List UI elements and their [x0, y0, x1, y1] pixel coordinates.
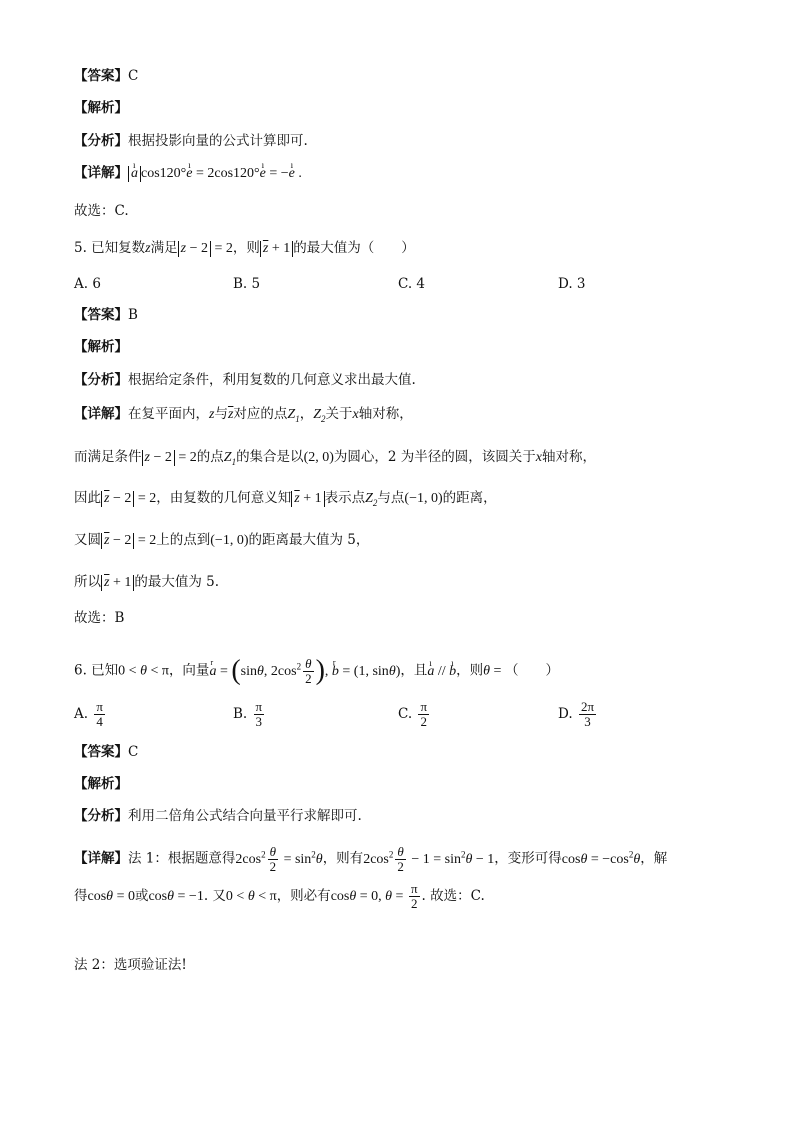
text: 得 [74, 888, 88, 904]
text: ， [299, 406, 314, 422]
q5-detail-5: 所以 $\overline{z} + 1$ 的最大值为 5. [74, 574, 220, 590]
text: 法 1：根据题意得 [128, 850, 236, 867]
text: ，则必有 [276, 888, 331, 904]
q5-conclusion [74, 608, 124, 628]
q5-detail-3: 因此 $\overline{z} - 2 = 2$，由复数的几何意义知 $\overline{z} + 1$ 表示点$Z_2$与点(−1, 0)的距离， [74, 490, 497, 508]
text: . 又 [203, 888, 226, 904]
conclusion-text: 故选：C. [74, 203, 129, 219]
q5-option-d: D. 3 [558, 276, 586, 292]
text: ，变形可得 [494, 850, 562, 867]
text: 表示点 [324, 490, 366, 506]
text: 或 [134, 888, 149, 904]
method2-text: 法 2：选项验证法! [74, 957, 187, 973]
q5-option-c: C. 4 [398, 276, 426, 292]
option-label: D. [558, 706, 573, 722]
text: 与点 [377, 490, 405, 506]
jiexi-tag: 【解析】 [74, 339, 128, 355]
q6-jiexi [74, 774, 128, 794]
q5-answer-line [74, 305, 138, 325]
q6-fenxi-line [74, 806, 362, 826]
q6-stem: 6. 已知0 < θ < π，向量r a = (sinθ, $2\cos^2$ $\frac{\theta}{2}$ ), r b = (1, sinθ)，且ı a // ı b，则θ = （ ） [74, 648, 559, 690]
q5-stem: 5. 已知复数z满足 z − 2 = 2，则 $\overline{z} + 1$ 的最大值为（ ） [74, 240, 415, 256]
q5-detail-2: 而满足条件 z − 2 = 2的点$Z_1$的集合是以(2, 0)为圆心，2 为半径的圆，该圆关于x轴对称， [74, 449, 596, 467]
text: 在复平面内， [128, 406, 209, 422]
text: ，则有 [322, 850, 364, 867]
xiangjie-tag: 【详解】 [74, 850, 128, 867]
q6-stem-mid1: ，向量 [168, 662, 210, 679]
fenxi-tag: 【分析】 [74, 372, 128, 388]
jiexi-tag: 【解析】 [74, 776, 128, 792]
q4-jiexi [74, 98, 128, 118]
text: 与 [214, 406, 228, 422]
q5-detail-4: 又圆 $\overline{z} - 2 = 2$上的点到(−1, 0)的距离最大值为 5， [74, 532, 370, 548]
q6-stem-end: （ ） [504, 662, 559, 679]
q6-detail-2: 得cosθ = 0或cosθ = −1. 又0 < θ < π，则必有cosθ = 0, θ = $\frac{\pi}{2}$ . 故选：C. [74, 881, 485, 912]
answer-value: C [128, 68, 139, 84]
text: 的距离， [442, 490, 497, 506]
q6-stem-post: ，则 [456, 662, 484, 679]
q5-stem-post: 的最大值为（ ） [293, 240, 415, 256]
q6-stem-pre: 6. 已知 [74, 662, 119, 679]
q6-option-c: C. $\frac{\pi}{2}$ [398, 699, 428, 729]
text: ，由复数的几何意义知 [156, 490, 292, 506]
xiangjie-tag: 【详解】 [74, 406, 128, 422]
q5-stem-pre: 5. 已知复数 [74, 240, 146, 256]
fenxi-text: 根据投影向量的公式计算即可. [128, 133, 308, 149]
q6-method2 [74, 955, 187, 975]
text: 轴对称， [542, 449, 596, 465]
fenxi-text: 利用二倍角公式结合向量平行求解即可. [128, 808, 362, 824]
q4-xiangjie-line [74, 163, 302, 184]
text: 的集合是以 [236, 449, 304, 465]
text: ，解 [640, 850, 668, 867]
text: 所以 [74, 574, 101, 590]
q4-conclusion [74, 201, 129, 221]
answer-tag: 【答案】 [74, 68, 128, 84]
text: 关于 [325, 406, 353, 422]
q4-formula: ı a cos120°ı e = 2cos120°ı e = −ı e . [128, 166, 302, 181]
text: 的点 [196, 449, 224, 465]
q5-fenxi-line [74, 370, 416, 390]
option-label: C. [398, 706, 413, 722]
answer-value: B [128, 307, 138, 323]
fenxi-text: 根据给定条件，利用复数的几何意义求出最大值. [128, 372, 416, 388]
q6-option-d: D. $\frac{2\pi}{3}$ [558, 699, 595, 729]
answer-tag: 【答案】 [74, 307, 128, 323]
q6-answer-line [74, 742, 138, 762]
text: 因此 [74, 490, 101, 506]
q4-answer-line [74, 66, 138, 86]
text: 为圆心，2 为半径的圆，该圆关于 [333, 449, 536, 465]
q5-detail-1: 【详解】在复平面内，z与$\overline{z}$对应的点$Z_1$，$Z_2$关于x轴对称， [74, 406, 413, 424]
text: 上的点到 [156, 532, 211, 548]
text: 而满足条件 [74, 449, 142, 465]
q5-stem-mid1: 满足 [150, 240, 178, 256]
text: 又圆 [74, 532, 101, 548]
fenxi-tag: 【分析】 [74, 133, 128, 149]
q5-stem-mid2: ，则 [232, 240, 260, 256]
q6-detail-1: 【详解】法 1：根据题意得$2\cos^2$ $\frac{\theta}{2}$ = $\sin^2\theta$，则有$2\cos^2$ $\frac{\theta}{2}$ − $1 = \sin^2\theta - 1$，变形可得$\cos\theta = -\cos^2\theta$，解 [74, 843, 668, 874]
q6-option-a: A. $\frac{\pi}{4}$ [74, 699, 103, 729]
xiangjie-tag: 【详解】 [74, 165, 128, 181]
q6-stem-mid2: ，且 [400, 662, 428, 679]
option-label: A. [74, 706, 89, 722]
text: 对应的点 [233, 406, 288, 422]
q5-option-a: A. 6 [74, 276, 101, 292]
text: 轴对称， [358, 406, 413, 422]
option-label: B. [233, 706, 248, 722]
fenxi-tag: 【分析】 [74, 808, 128, 824]
answer-value: C [128, 744, 139, 760]
conclusion-text: 故选：B [74, 610, 125, 626]
jiexi-tag: 【解析】 [74, 100, 128, 116]
text: 的最大值为 5. [134, 574, 220, 590]
answer-tag: 【答案】 [74, 744, 128, 760]
q5-option-b: B. 5 [233, 276, 261, 292]
q4-fenxi-line [74, 131, 308, 151]
text: 的距离最大值为 5， [248, 532, 370, 548]
q6-option-b: B. $\frac{\pi}{3}$ [233, 699, 263, 729]
text: . 故选：C. [421, 888, 485, 904]
q5-jiexi [74, 337, 128, 357]
